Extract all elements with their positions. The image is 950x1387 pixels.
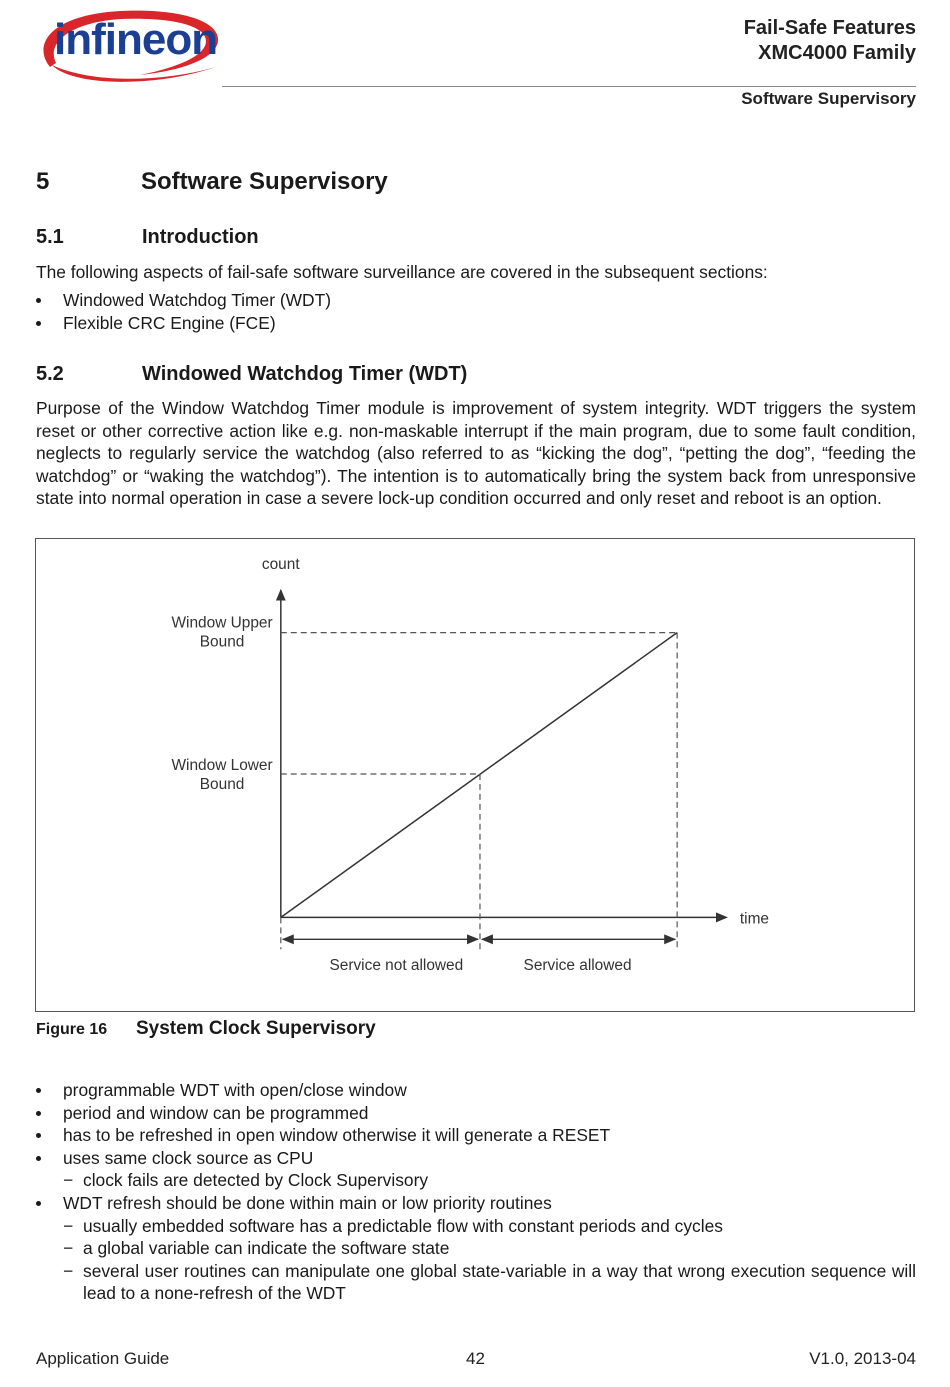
section-number: 5.2: [36, 363, 64, 385]
lower-bound-label-2: Bound: [199, 775, 245, 793]
header-title: [744, 16, 916, 66]
list-item-text: WDT refresh should be done within main or low priority routines: [63, 1192, 552, 1213]
header-title-line2: XMC4000 Family: [758, 42, 916, 64]
header-section-name: Software Supervisory: [741, 89, 916, 108]
sub-list-item: − several user routines can manipulate one global state-variable in a way that wrong execution sequence will lead to a none-refresh of the WDT: [63, 1260, 916, 1305]
sub-list-item: − a global variable can indicate the software state: [63, 1237, 916, 1260]
header-title-line1: Fail-Safe Features: [743, 17, 916, 39]
feature-list: [36, 1079, 916, 1305]
counter-ramp-line: [281, 633, 677, 918]
intro-paragraph: The following aspects of fail-safe software surveillance are covered in the subsequent sections:: [36, 262, 768, 282]
list-item: [36, 1147, 916, 1192]
section-title: Windowed Watchdog Timer (WDT): [142, 363, 468, 385]
list-item: has to be refreshed in open window otherwise it will generate a RESET: [36, 1124, 916, 1147]
chapter-heading: [36, 168, 388, 196]
list-item-text: uses same clock source as CPU: [63, 1147, 314, 1168]
header-divider: [222, 86, 916, 87]
figure-caption: [36, 1018, 376, 1040]
y-axis-label: count: [261, 555, 300, 573]
wdt-window-figure: [35, 538, 915, 1012]
section-number: 5.1: [36, 226, 64, 248]
figure-caption-title: System Clock Supervisory: [136, 1018, 376, 1039]
figure-caption-label: Figure 16: [36, 1021, 108, 1038]
chapter-title: Software Supervisory: [141, 168, 388, 195]
list-item: Windowed Watchdog Timer (WDT): [36, 289, 916, 312]
section-heading-5-1: [36, 226, 259, 249]
list-item: Flexible CRC Engine (FCE): [36, 312, 916, 335]
footer-page-number: 42: [466, 1349, 485, 1368]
region-label-allowed: Service allowed: [523, 957, 632, 975]
footer-version: V1.0, 2013-04: [809, 1349, 916, 1368]
footer-doc-type: Application Guide: [36, 1349, 170, 1368]
logo-wordmark: infineon: [54, 15, 218, 64]
section-heading-5-2: [36, 363, 467, 386]
upper-bound-label-2: Bound: [199, 633, 245, 651]
list-item: programmable WDT with open/close window: [36, 1079, 916, 1102]
upper-bound-label-1: Window Upper: [171, 614, 273, 632]
x-axis-label: time: [739, 910, 770, 928]
lower-bound-label-1: Window Lower: [171, 757, 273, 775]
chapter-number: 5: [36, 168, 50, 195]
wdt-paragraph: Purpose of the Window Watchdog Timer module is improvement of system integrity. WDT triggers the system reset or other corrective action like e.g. non-maskable interrupt if the main program, due to some fault condition, neglects to regularly service the watchdog (also referred to as “kicking the dog”, “petting the dog”, “feeding the watchdog” or “waking the watchdog”). The intention is to automatically bring the system back from unresponsive state into normal operation in case a severe lock-up condition occurred and only reset and reboot is an option.: [36, 398, 916, 509]
list-item: [36, 1192, 916, 1305]
region-label-not-allowed: Service not allowed: [329, 957, 464, 975]
intro-list: [36, 289, 916, 334]
section-title: Introduction: [142, 226, 259, 248]
sub-list-item: − clock fails are detected by Clock Supervisory: [63, 1169, 916, 1192]
list-item: period and window can be programmed: [36, 1102, 916, 1125]
infineon-logo: [30, 5, 225, 90]
sub-list-item: − usually embedded software has a predictable flow with constant periods and cycles: [63, 1215, 916, 1238]
